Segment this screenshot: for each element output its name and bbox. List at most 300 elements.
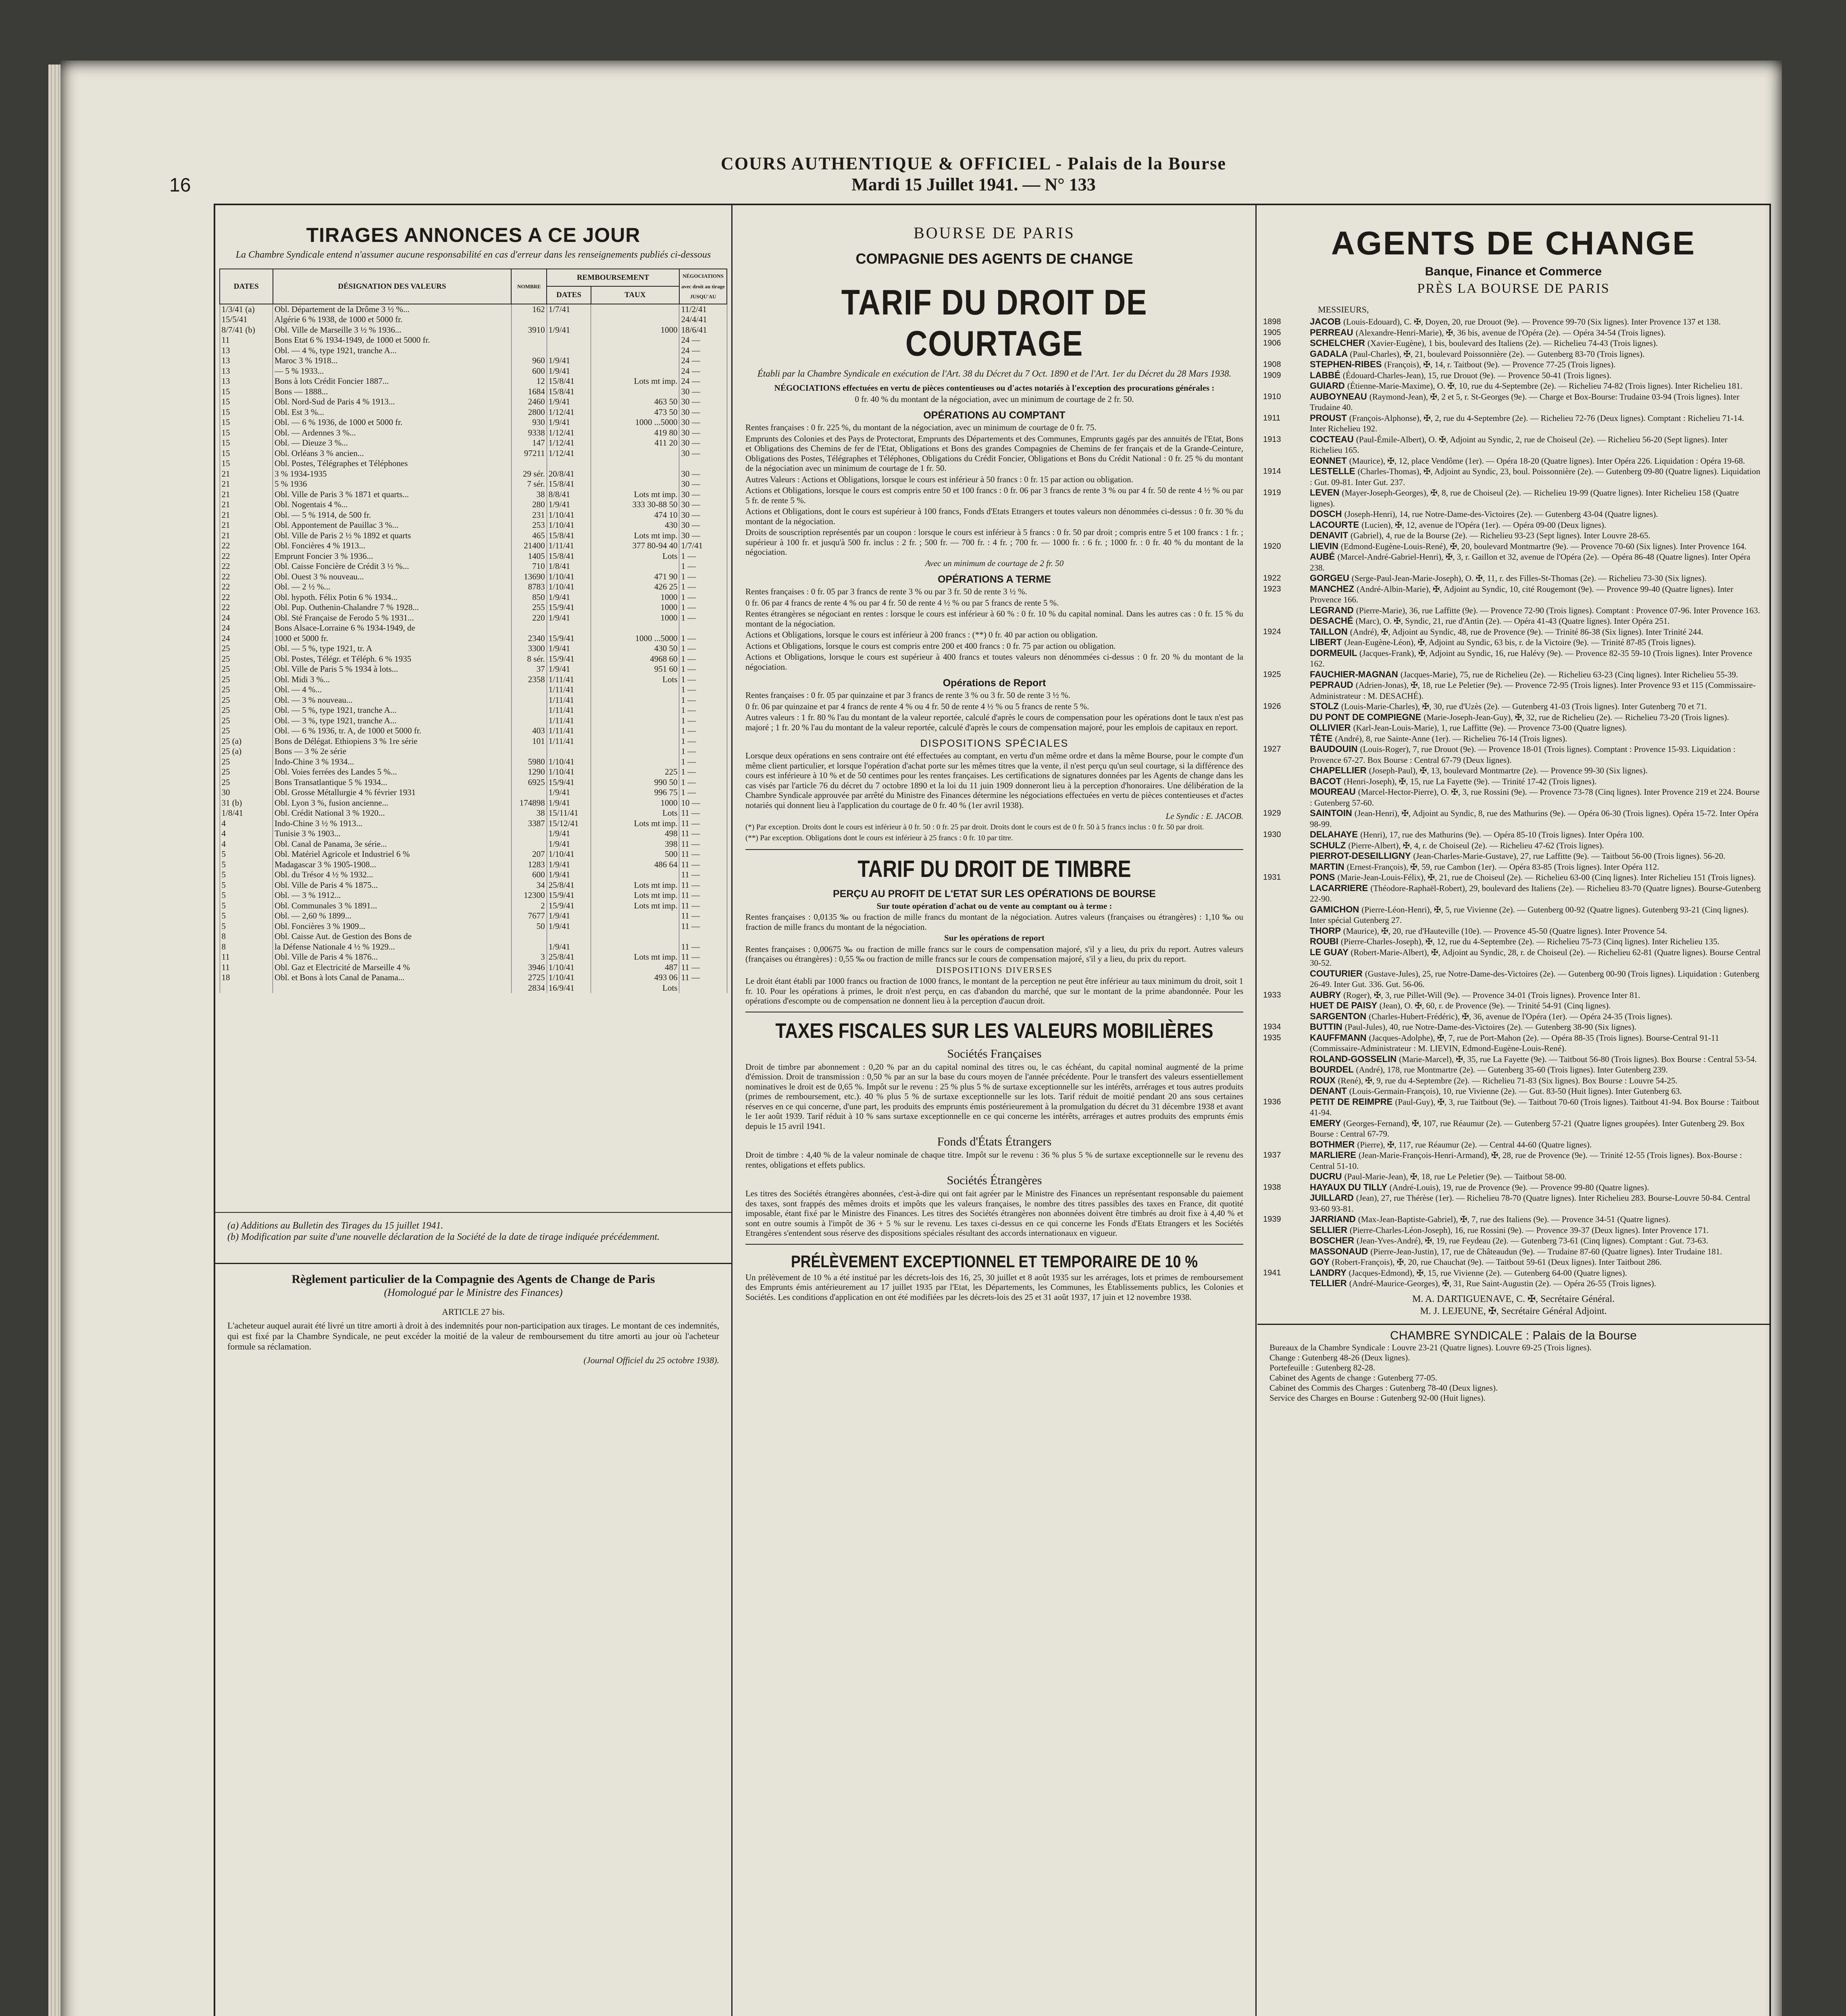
row-date: 15 [220, 438, 273, 448]
row-date: 25 [220, 726, 273, 736]
row-nombre: 2 [511, 901, 547, 911]
row-nombre: 2460 [511, 397, 547, 407]
row-negociation: 11 — [679, 860, 727, 870]
agent-entry [1257, 872, 1769, 883]
row-rb-taux [591, 458, 679, 469]
row-designation: Obl. Département de la Drôme 3 ½ %... [273, 304, 512, 315]
row-negociation: 30 — [679, 387, 727, 397]
agent-year: 1931 [1263, 873, 1281, 882]
row-date: 5 [220, 890, 273, 901]
agent-entry [1257, 1225, 1769, 1236]
agent-entry [1257, 1171, 1769, 1182]
table-row [220, 818, 727, 829]
row-date: 25 [220, 644, 273, 654]
row-date: 8 [220, 931, 273, 942]
row-date: 5 [220, 921, 273, 932]
agent-details: (Marie-Jean-Louis-Félix), ✠, 21, rue de Choiseul (2e). — Richelieu 63-00 (Cinq lignes). Inter Richelieu 151 (Trois lignes). [1337, 873, 1756, 882]
agent-year: 1920 [1263, 541, 1281, 551]
agent-name: SCHELCHER [1310, 338, 1368, 348]
row-rb-date: 1/9/41 [547, 613, 591, 623]
row-rb-date: 1/9/41 [547, 325, 591, 335]
agent-entry [1257, 616, 1769, 627]
row-rb-date: 1/12/41 [547, 407, 591, 418]
row-rb-taux: 1000 [591, 325, 679, 335]
row-designation: Obl. Voies ferrées des Landes 5 %... [273, 767, 512, 777]
agent-details: (Pierre-Jean-Justin), 17, rue de Châteaudun (9e). — Trudaine 87-60 (Quatre lignes). Inter Trudaine 181. [1370, 1246, 1722, 1256]
row-rb-date: 20/8/41 [547, 469, 591, 479]
row-negociation: 1 — [679, 787, 727, 798]
row-rb-taux: 951 60 [591, 664, 679, 675]
col-designation: DÉSIGNATION DES VALEURS [273, 269, 512, 304]
row-nombre: 12300 [511, 890, 547, 901]
row-date: 1/8/41 [220, 808, 273, 818]
agent-name: LEGRAND [1310, 605, 1356, 615]
row-date: 13 [220, 356, 273, 366]
row-date: 21 [220, 479, 273, 489]
agent-year: 1927 [1263, 745, 1281, 754]
tirages-note: La Chambre Syndicale entend n'assumer aucune responsabilité en cas d'erreur dans les renseignements publiés ci-dessous [235, 250, 711, 260]
table-row [220, 695, 727, 706]
agent-name: HAYAUX DU TILLY [1310, 1182, 1390, 1192]
row-designation: Obl. hypoth. Félix Potin 6 % 1934... [273, 592, 512, 603]
row-date: 5 [220, 911, 273, 921]
row-negociation: 1 — [679, 664, 727, 675]
table-row [220, 489, 727, 500]
row-nombre [511, 335, 547, 346]
chambre-syndicale-lines [1257, 1343, 1769, 1403]
row-rb-taux: 471 90 [591, 572, 679, 582]
row-designation: Obl. Matériel Agricole et Industriel 6 % [273, 849, 512, 860]
agent-name: TÊTE [1310, 733, 1335, 744]
comptant-item: Actions et Obligations, lorsque le cours est compris entre 50 et 100 francs : 0 fr. 06 par 3 francs de rente 3 % ou par 4 fr. 50 de rente 4 ½ % ou par 5 fr. de rente 5 %. [745, 485, 1243, 505]
agent-name: DOSCH [1310, 509, 1344, 519]
agent-year: 1933 [1263, 990, 1281, 1000]
agent-details: (Pierre-Léon-Henri), ✠, 5, rue Vivienne (2e). — Gutenberg 00-92 (Quatre lignes). Gutenberg 93-21 (Cinq lignes). Inter spécial Gutenberg 27. [1310, 904, 1749, 925]
agent-name: CHAPELLIER [1310, 765, 1369, 775]
row-date: 13 [220, 366, 273, 377]
row-designation: Obl. — 5 %, type 1921, tranche A... [273, 705, 512, 716]
row-rb-taux [591, 469, 679, 479]
societes-francaises-text: Droit de timbre par abonnement : 0,20 % par an du capital nominal des titres ou, le cas échéant, du capital nominal augmenté de la prime d'émission. Droit de transmission : 0,50 % par an sur la base du cours moyen de l'année précédente. Pour le transfert des valeurs essentiellement nominatives le droit est de 0,65 %. Impôt sur le revenu : 25 % plus 5 % de surtaxe exceptionnelle sur les intérêts, arrérages et tous autres produits (primes de remboursement, etc.). 40 % plus 5 % de surtaxe exceptionnelle sur les lots. Tarif réduit de moitié pendant 20 ans sous certaines réserves en ce qui concerne, d'une part, les produits des emprunts émis postérieurement à la promulgation du décret du 31 décembre 1938 et avant le 1er août 1939. Tarif réduit à 10 % sans surtaxe exceptionnelle en ce qui concerne les intérêts, arrérages et autres produits des emprunts émis depuis le 15 avril 1941. [745, 1062, 1243, 1131]
agent-year: 1919 [1263, 488, 1281, 497]
footnote-b: (b) Modification par suite d'une nouvelle déclaration de la Société de la date de tirage indiquée précédemment. [227, 1232, 660, 1242]
row-rb-taux: 426 25 [591, 582, 679, 592]
courtage-note: (**) Par exception. Obligations dont le cours est inférieur à 25 francs : 0 fr. 10 par titre. [745, 834, 1013, 842]
table-row [220, 716, 727, 726]
agent-details: (Jean-Charles-Marie-Gustave), 27, rue Laffitte (9e). — Taitbout 56-00 (Trois lignes). 56-20. [1413, 851, 1725, 861]
row-nombre: 3387 [511, 818, 547, 829]
row-nombre: 6925 [511, 777, 547, 788]
dispositions-heading: DISPOSITIONS SPÉCIALES [920, 738, 1069, 749]
bourse-de-paris: BOURSE DE PARIS [914, 224, 1075, 242]
row-date: 25 [220, 767, 273, 777]
row-rb-date: 25/8/41 [547, 880, 591, 891]
agent-details: (Jean-Henri), ✠, Adjoint au Syndic, 8, rue des Mathurins (9e). — Opéra 06-30 (Trois lignes). Opéra 15-72. Inter Opéra 98-99. [1310, 808, 1759, 829]
agent-entry [1257, 712, 1769, 723]
agent-year: 1913 [1263, 435, 1281, 444]
table-row [220, 880, 727, 891]
row-date: 11 [220, 952, 273, 962]
row-rb-date: 1/11/41 [547, 705, 591, 716]
terme-heading: OPÉRATIONS A TERME [937, 574, 1051, 585]
row-date: 5 [220, 870, 273, 880]
agent-entry [1257, 990, 1769, 1001]
reglement-article: ARTICLE 27 bis. [442, 1307, 505, 1317]
row-nombre: 231 [511, 510, 547, 521]
agent-name: BAUDOUIN [1310, 744, 1360, 754]
row-negociation: 30 — [679, 531, 727, 541]
table-row [220, 582, 727, 592]
row-designation: Obl. Communales 3 % 1891... [273, 901, 512, 911]
comptant-item: Droits de souscription représentés par un coupon : lorsque le cours est inférieur à 5 francs : 0 fr. 50 par droit ; compris entre 5 et 100 francs : 1 fr. ; supérieur à 100 fr. et jusqu'à 500 fr. inclus : 2 fr. ; 500 fr. — 700 fr. : 4 fr. ; 700 fr. — 1000 fr. : 6 fr. ; 1000 fr. : 0 fr. 40 % du montant de la négociation. [745, 527, 1243, 557]
table-row [220, 572, 727, 582]
agent-name: ROUBI [1310, 936, 1341, 946]
table-row [220, 829, 727, 839]
row-date: 15 [220, 417, 273, 428]
row-designation: Obl. Nord-Sud de Paris 4 % 1913... [273, 397, 512, 407]
row-designation: Obl. — 5 % 1914, de 500 fr. [273, 510, 512, 521]
agent-entry [1257, 669, 1769, 680]
row-date: 31 (b) [220, 798, 273, 808]
agent-entry [1257, 1214, 1769, 1225]
agent-details: (Jacques-Marie), 75, rue de Richelieu (2e). — Richelieu 63-23 (Cinq lignes). Inter Richelieu 55-39. [1400, 669, 1738, 679]
row-rb-taux: Lots mt imp. [591, 890, 679, 901]
table-row [220, 973, 727, 983]
row-nombre: 13690 [511, 572, 547, 582]
chambre-line: Cabinet des Commis des Charges : Gutenberg 78-40 (Deux lignes). [1270, 1383, 1498, 1393]
row-negociation: 11 — [679, 880, 727, 891]
table-row [220, 942, 727, 952]
row-rb-taux: Lots [591, 675, 679, 685]
row-rb-date: 1/10/41 [547, 582, 591, 592]
agent-name: LACARRIERE [1310, 883, 1371, 893]
row-negociation [679, 931, 727, 942]
table-row [220, 531, 727, 541]
agent-entry [1257, 648, 1769, 669]
row-rb-taux [591, 685, 679, 695]
comptant-item: Autres Valeurs : Actions et Obligations, lorsque le cours est inférieur à 50 francs : 0 fr. 15 par action ou obligation. [745, 474, 1133, 484]
page-number: 16 [169, 175, 191, 196]
agent-details: (Edmond-Eugène-Louis-René), ✠, 20, boulevard Montmartre (9e). — Provence 70-60 (Six lignes). Inter Provence 164. [1341, 541, 1747, 551]
table-row [220, 551, 727, 562]
agent-entry [1257, 487, 1769, 509]
agent-details: (André-Maurice-Georges), ✠, 31, Rue Saint-Augustin (2e). — Opéra 26-55 (Trois lignes). [1349, 1279, 1656, 1288]
agent-entry [1257, 1268, 1769, 1279]
row-negociation: 1 — [679, 685, 727, 695]
row-negociation: 30 — [679, 479, 727, 489]
row-nombre [511, 839, 547, 850]
row-nombre: 21400 [511, 541, 547, 551]
agent-details: (Charles-Thomas), ✠, Adjoint au Syndic, 23, boul. Poissonnière (2e). — Gutenberg 09-80 (Quatre lignes). Liquidation : Gut. 09-81. Inter Gut. 237. [1310, 467, 1761, 487]
agent-details: (Étienne-Marie-Maxime), O. ✠, 10, rue du 4-Septembre (2e). — Richelieu 74-82 (Trois lignes). Inter Richelieu 181. [1347, 381, 1743, 391]
agent-entry [1257, 381, 1769, 392]
table-row [220, 602, 727, 613]
agent-name: EONNET [1310, 455, 1349, 466]
agent-year: 1937 [1263, 1151, 1281, 1160]
agent-name: PROUST [1310, 412, 1349, 423]
row-nombre: 2358 [511, 675, 547, 685]
row-negociation: 11 — [679, 829, 727, 839]
agent-year: 1906 [1263, 339, 1281, 348]
agent-entry [1257, 776, 1769, 787]
row-rb-taux [591, 695, 679, 706]
row-nombre: 162 [511, 304, 547, 315]
row-rb-date: 1/7/41 [547, 304, 591, 315]
negociations-heading: NÉGOCIATIONS effectuées en vertu de pièces contentieuses ou d'actes notariés à l'exception des procurations générales : [774, 383, 1215, 393]
row-negociation: 30 — [679, 510, 727, 521]
row-nombre: 207 [511, 849, 547, 860]
terme-item: Rentes étrangères se négociant en rentes : lorsque le cours est inférieur à 60 % : 0 fr. 10 % du capital nominal. Dans les autres cas : 0 fr. 15 % du montant de la négociation. [745, 609, 1243, 629]
row-nombre: 3946 [511, 962, 547, 973]
row-nombre: 1684 [511, 387, 547, 397]
agent-year: 1924 [1263, 627, 1281, 636]
table-row [220, 921, 727, 932]
row-nombre [511, 746, 547, 757]
row-rb-date: 1/10/41 [547, 962, 591, 973]
agent-year: 1923 [1263, 584, 1281, 594]
table-row [220, 417, 727, 428]
row-rb-taux: Lots mt imp. [591, 376, 679, 387]
table-row [220, 705, 727, 716]
agent-entry [1257, 723, 1769, 733]
agent-name: SAINTOIN [1310, 808, 1355, 818]
agent-entry [1257, 733, 1769, 744]
table-row [220, 448, 727, 459]
chambre-line: Cabinet des Agents de change : Gutenberg 77-05. [1270, 1372, 1438, 1383]
row-nombre [511, 942, 547, 952]
agent-name: LEVEN [1310, 487, 1342, 498]
row-designation: Obl. — 6 % 1936, tr. A, de 1000 et 5000 fr. [273, 726, 512, 736]
row-rb-taux: 1000 [591, 592, 679, 603]
row-rb-taux: 4968 60 [591, 654, 679, 664]
secretaire-general-adjoint: M. J. LEJEUNE, ✠, Secrétaire Général Adjoint. [1420, 1306, 1607, 1316]
agent-name: JARRIAND [1310, 1214, 1358, 1224]
table-row [220, 438, 727, 448]
row-nombre: 710 [511, 561, 547, 572]
table-row [220, 962, 727, 973]
row-date: 22 [220, 572, 273, 582]
row-date: 21 [220, 520, 273, 531]
row-rb-date: 15/8/41 [547, 551, 591, 562]
row-date: 15 [220, 448, 273, 459]
table-row [220, 757, 727, 767]
row-designation: Obl. Foncières 4 % 1913... [273, 541, 512, 551]
agent-details: (Marcel-Hector-Pierre), O. ✠, 3, rue Rossini (9e). — Provence 73-78 (Cinq lignes). Inter Provence 219 et 224. Bourse : Gutenberg 57-60. [1310, 787, 1760, 808]
row-negociation: 1 — [679, 633, 727, 644]
tarif-timbre-subtitle: PERÇU AU PROFIT DE L'ETAT SUR LES OPÉRATIONS DE BOURSE [833, 888, 1156, 900]
reglement-title: Règlement particulier de la Compagnie des Agents de Change de Paris [215, 1263, 731, 1287]
row-rb-date: 1/9/41 [547, 397, 591, 407]
comptant-item: Actions et Obligations, dont le cours est supérieur à 100 francs, Fonds d'Etats Etrangers et toutes valeurs non dénommées ci-dessus : 0 fr. 30 % du montant de la négociation. [745, 506, 1243, 526]
row-designation: Obl. Grosse Métallurgie 4 % février 1931 [273, 787, 512, 798]
row-rb-date: 15/12/41 [547, 818, 591, 829]
row-designation: 3 % 1934-1935 [273, 469, 512, 479]
table-row [220, 469, 727, 479]
row-negociation: 24 — [679, 356, 727, 366]
row-designation: Obl. Ville de Paris 4 % 1875... [273, 880, 512, 891]
agent-entry [1257, 530, 1769, 541]
row-nombre: 2834 [511, 983, 547, 993]
agent-name: BOSCHER [1310, 1235, 1357, 1245]
row-rb-date: 15/9/41 [547, 777, 591, 788]
row-date: 18 [220, 973, 273, 983]
agent-details: (Jacques-Edmond), ✠, 15, rue Vivienne (2e). — Gutenberg 64-00 (Quatre lignes). [1349, 1268, 1627, 1278]
row-negociation: 24/4/41 [679, 314, 727, 325]
agent-details: (Marie-Marcel), ✠, 35, rue La Fayette (9e). — Taitbout 56-80 (Trois lignes). Box Bourse : Central 53-54. [1399, 1054, 1757, 1064]
agent-details: (Pierre-Charles-Joseph), ✠, 12, rue du 4-Septembre (2e). — Richelieu 75-73 (Cinq lignes). Inter Richelieu 135. [1341, 937, 1720, 946]
row-designation: Obl. — 3 %, type 1921, tranche A... [273, 716, 512, 726]
timbre-h1: Sur toute opération d'achat ou de vente au comptant ou à terme : [876, 901, 1112, 911]
row-rb-taux: 377 80-94 40 [591, 541, 679, 551]
agent-details: (Ernest-François), ✠, 59, rue Cambon (1er). — Opéra 83-85 (Trois lignes). Inter Opéra 112. [1347, 862, 1659, 872]
row-nombre: 403 [511, 726, 547, 736]
row-nombre: 7677 [511, 911, 547, 921]
table-row [220, 356, 727, 366]
agent-details: (Roger), ✠, 3, rue Pillet-Will (9e). — Provence 34-01 (Trois lignes). Provence Inter 81. [1343, 990, 1640, 1000]
table-row [220, 983, 727, 993]
row-rb-date: 1/9/41 [547, 839, 591, 850]
row-rb-date: 1/9/41 [547, 798, 591, 808]
agent-details: (Maurice), ✠, 12, place Vendôme (1er). — Opéra 18-20 (Quatre lignes). Inter Opéra 226. Liquidation : Opéra 19-68. [1349, 456, 1745, 466]
agent-details: (Paul-Marie-Jean), ✠, 18, rue Le Peletier (9e). — Taitbout 58-00. [1344, 1172, 1567, 1181]
row-rb-date: 1/9/41 [547, 366, 591, 377]
row-negociation: 1 — [679, 675, 727, 685]
agent-name: SARGENTON [1310, 1011, 1369, 1021]
agent-details: (François), ✠, 14, r. Taitbout (9e). — Provence 77-25 (Trois lignes). [1384, 360, 1616, 369]
row-rb-taux: 398 [591, 839, 679, 850]
row-negociation: 30 — [679, 489, 727, 500]
row-nombre: 174898 [511, 798, 547, 808]
row-rb-taux [591, 314, 679, 325]
row-date: 25 [220, 654, 273, 664]
row-nombre: 1283 [511, 860, 547, 870]
row-negociation: 11 — [679, 870, 727, 880]
row-negociation: 1 — [679, 716, 727, 726]
row-designation: Obl. Est 3 %... [273, 407, 512, 418]
tirages-table [219, 269, 727, 993]
row-negociation: 1 — [679, 777, 727, 788]
row-negociation: 11 — [679, 839, 727, 850]
row-rb-taux: Lots mt imp. [591, 489, 679, 500]
row-negociation: 30 — [679, 407, 727, 418]
table-row [220, 726, 727, 736]
row-rb-taux: 990 50 [591, 777, 679, 788]
agent-details: (Robert-François), ✠, 20, rue Chauchat (9e). — Taitbout 59-61 (Deux lignes). Inter Taitbout 286. [1332, 1257, 1662, 1267]
row-rb-date: 15/8/41 [547, 387, 591, 397]
row-rb-taux: 1000 [591, 798, 679, 808]
row-rb-taux [591, 561, 679, 572]
row-rb-taux [591, 726, 679, 736]
agent-details: (Pierre-Marie), 36, rue Laffitte (9e). — Provence 72-90 (Trois lignes). Comptant : Provence 07-96. Inter Provence 163. [1356, 605, 1760, 615]
agent-entry [1257, 520, 1769, 531]
agent-details: (Jean), O. ✠, 60, r. de Provence (9e). — Trinité 54-91 (Cinq lignes). [1379, 1001, 1611, 1010]
table-row [220, 746, 727, 757]
agent-name: DU PONT DE COMPIEGNE [1310, 712, 1424, 722]
row-designation: Tunisie 3 % 1903... [273, 829, 512, 839]
agent-entry [1257, 1246, 1769, 1257]
row-rb-date: 1/9/41 [547, 911, 591, 921]
row-designation: Indo-Chine 3 % 1934... [273, 757, 512, 767]
row-nombre: 9338 [511, 428, 547, 438]
agents-list [1257, 317, 1769, 1289]
row-designation: 1000 et 5000 fr. [273, 633, 512, 644]
page-header [169, 153, 1778, 198]
terme-item: 0 fr. 06 par 4 francs de rente 4 % ou par 4 fr. 50 de rente 4 ½ % ou par 5 francs de rente 5 %. [745, 598, 1059, 608]
row-date: 15 [220, 407, 273, 418]
row-rb-date: 1/9/41 [547, 829, 591, 839]
chambre-line: Portefeuille : Gutenberg 82-28. [1270, 1362, 1376, 1372]
row-rb-date: 1/12/41 [547, 428, 591, 438]
agent-year: 1929 [1263, 809, 1281, 818]
row-rb-taux [591, 716, 679, 726]
row-nombre: 960 [511, 356, 547, 366]
agent-details: (René), ✠, 9, rue du 4-Septembre (2e). — Richelieu 71-83 (Six lignes). Box Bourse : Louvre 54-25. [1338, 1075, 1677, 1085]
row-rb-taux: 1000 ...5000 [591, 633, 679, 644]
row-designation: Bons à lots Crédit Foncier 1887... [273, 376, 512, 387]
agent-year: 1941 [1263, 1268, 1281, 1277]
row-nombre [511, 314, 547, 325]
row-designation: Obl. — 4 %... [273, 685, 512, 695]
row-nombre: 8783 [511, 582, 547, 592]
agent-name: COUTURIER [1310, 968, 1365, 979]
row-rb-taux [591, 870, 679, 880]
agent-name: JACOB [1310, 317, 1344, 327]
row-nombre: 12 [511, 376, 547, 387]
row-rb-taux: Lots mt imp. [591, 880, 679, 891]
row-rb-taux: 411 20 [591, 438, 679, 448]
agent-entry [1257, 392, 1769, 413]
row-date: 22 [220, 541, 273, 551]
agent-entry [1257, 904, 1769, 926]
row-nombre: 253 [511, 520, 547, 531]
row-rb-date: 1/10/41 [547, 757, 591, 767]
row-negociation: 30 — [679, 448, 727, 459]
agent-name: MARLIERE [1310, 1150, 1359, 1160]
row-date: 22 [220, 551, 273, 562]
row-rb-date: 15/9/41 [547, 633, 591, 644]
table-row [220, 314, 727, 325]
row-rb-taux: 473 50 [591, 407, 679, 418]
row-rb-date: 15/9/41 [547, 654, 591, 664]
row-rb-taux: Lots mt imp. [591, 818, 679, 829]
terme-item: Actions et Obligations, lorsque le cours est inférieur à 200 francs : (**) 0 fr. 40 par action ou obligation. [745, 630, 1098, 639]
table-row [220, 736, 727, 747]
row-nombre [511, 829, 547, 839]
agent-name: PONS [1310, 872, 1338, 882]
row-rb-taux: Lots mt imp. [591, 531, 679, 541]
agent-name: DELAHAYE [1310, 829, 1361, 839]
row-negociation: 30 — [679, 397, 727, 407]
row-nombre [511, 787, 547, 798]
agent-name: THORP [1310, 925, 1343, 936]
row-negociation: 11 — [679, 849, 727, 860]
row-date: 13 [220, 346, 273, 356]
reglement-text: L'acheteur auquel aurait été livré un titre amorti à droit à des indemnités pour non-participation aux tirages. Le montant de ces indemnités, qui est fixé par la Chambre Syndicale, ne peut excéder la moitié de la valeur de remboursement du titre amorti au jour où l'acheteur formule sa réclamation. [227, 1320, 719, 1352]
row-rb-date: 1/11/41 [547, 716, 591, 726]
row-nombre: 38 [511, 489, 547, 500]
row-rb-date: 1/9/41 [547, 417, 591, 428]
row-date: 22 [220, 602, 273, 613]
row-nombre: 465 [511, 531, 547, 541]
table-row [220, 510, 727, 521]
row-designation: Bons Alsace-Lorraine 6 % 1934-1949, de [273, 623, 512, 633]
dispositions-text: Lorsque deux opérations en sens contraire ont été effectuées au comptant, en vertu d'un même ordre et dans la même Bourse, pour le compte d'un même client particulier, et lorsque l'opération d'achat porte sur les mêmes titres que la vente, il n'est perçu qu'un seul courtage, si la différence des cours est inférieure à 10 % et de 50 centimes pour les rentes françaises. Les certifications de signatures données par les Agents de change dans les cas visés par l'article 76 du décret du 7 octobre 1890 et la loi du 11 juin 1909 donneront lieu à la perception d'honoraires. Une délibération de la Chambre Syndicale approuvée par arrêté du Ministre des Finances détermine les négociations effectuées en vertu de pièces contentieuses et d'actes notariés qui donnent lieu à l'application du courtage de 0 fr. 40 % (1er avril 1938). [745, 751, 1243, 810]
row-negociation: 11 — [679, 962, 727, 973]
row-rb-date: 1/11/41 [547, 675, 591, 685]
table-row [220, 458, 727, 469]
timbre-p3: Le droit étant établi par 1000 francs ou fraction de 1000 francs, le montant de la perception ne peut être inférieur au taux minimum du droit, soit 1 fr. 10. Pour les opérations à primes, le droit n'est perçu, en cas d'abandon du marché, que sur le montant de la prime abandonnée. Pour les opérations d'escompte ou de compensation ne donnent lieu à la perception d'aucun droit. [745, 976, 1243, 1006]
col-rb-taux: TAUX [591, 286, 679, 304]
